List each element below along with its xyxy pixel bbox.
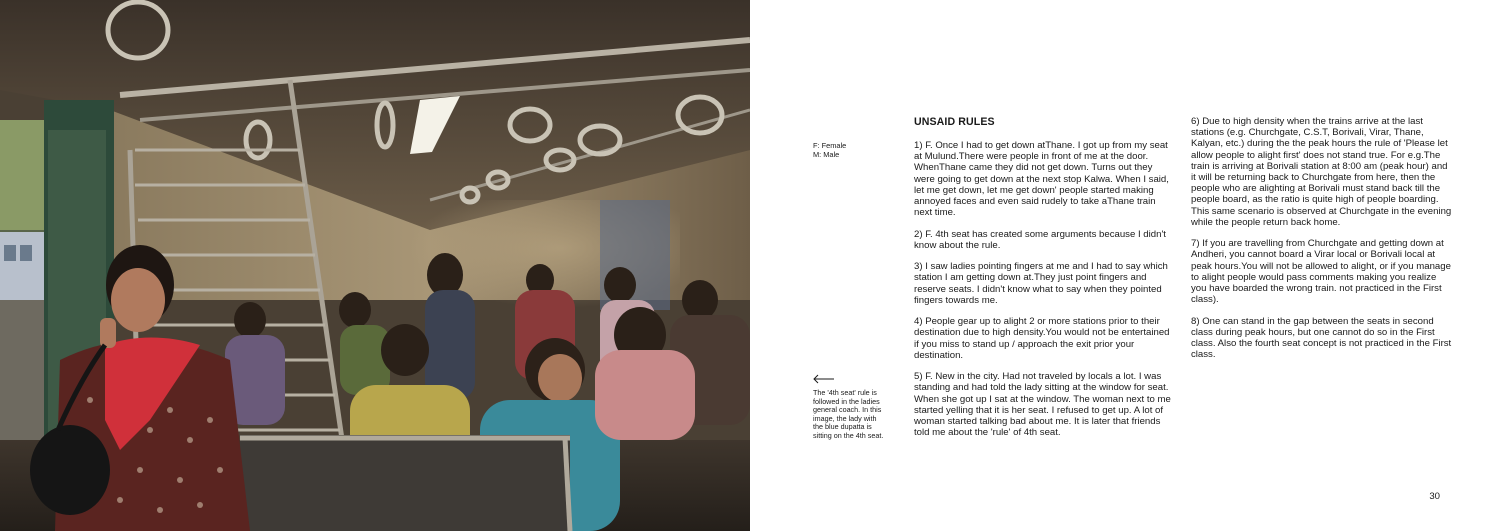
rule-paragraph: 2) F. 4th seat has created some arguments because I didn't know about the rule.	[914, 228, 1166, 251]
section-heading: UNSAID RULES	[914, 116, 995, 128]
rule-paragraph: 5) F. New in the city. Had not traveled by locals a lot. I was standing and had told the lady sitting at the window for seat. When she got up I sat at the window. The woman next to me started yelling that it is her seat. I refused to get up. A lot of woman started talking bad about me. It is later that friends told me about the 'rule' of 4th seat.	[914, 371, 1171, 439]
left-arrow-icon	[813, 374, 835, 384]
rule-paragraph: 6) Due to high density when the trains arrive at the last stations (e.g. Churchgate, C.S.T, Borivali, Virar, Thane, Kalyan, etc.) during the the peak hours the rule of 'Please let allow people to alight first' does not stand true. For e.g.The train is arriving at Borivali station at 8:00 am (peak hour) and it will be returning back to Churchgate from here, then the people who are alighting at Borivali must stand back till the people board, as the ratio is quite high of people boarding. This same scenario is observed at Churchgate in the evening while the people return back home.	[1191, 116, 1452, 228]
rule-paragraph: 7) If you are travelling from Churchgate and getting down at Andheri, you cannot board a Virar local or Borivali local at peak hours.You will not be allowed to alight, or if you manage to alight people would pass comments making you realize you have boarded the wrong train. not practiced in the First class).	[1191, 238, 1451, 306]
rule-paragraph: 3) I saw ladies pointing fingers at me and I had to say which station I am getting down at.They just point fingers and reserve seats. I didn't know what to say when they pointed fingers towards me.	[914, 261, 1168, 306]
rules-column-1	[914, 116, 1172, 449]
legend-female: F: Female	[813, 141, 847, 150]
rule-paragraph: 1) F. Once I had to get down atThane. I got up from my seat at Mulund.There were people in front of me at the door. WhenThane came they did not get down. Turns out they were going to get down at the next stop Kalwa. When I said, let me get down, let me get down' people started making annoyed faces and even said rudely to take aThane train next time.	[914, 140, 1169, 219]
legend-male: M: Male	[813, 150, 840, 160]
rule-paragraph: 8) One can stand in the gap between the seats in second class during peak hours, but one cannot do so in the First class. Also the fourth seat concept is not practiced in the First class.	[1191, 315, 1452, 361]
photo-caption	[813, 374, 885, 441]
gender-legend	[813, 141, 846, 159]
text-page	[750, 0, 1500, 531]
caption-text: The '4th seat' rule is followed in the ladies general coach. In this image, the lady with the blue dupatta is sitting on the 4th seat.	[813, 388, 884, 440]
rule-paragraph: 4) People gear up to alight 2 or more stations prior to their destination due to high density.You would not be entertained if you miss to stand up / approach the exit prior your destination.	[914, 316, 1170, 361]
page-number: 30	[1429, 491, 1440, 502]
rules-column-2	[1191, 116, 1453, 371]
